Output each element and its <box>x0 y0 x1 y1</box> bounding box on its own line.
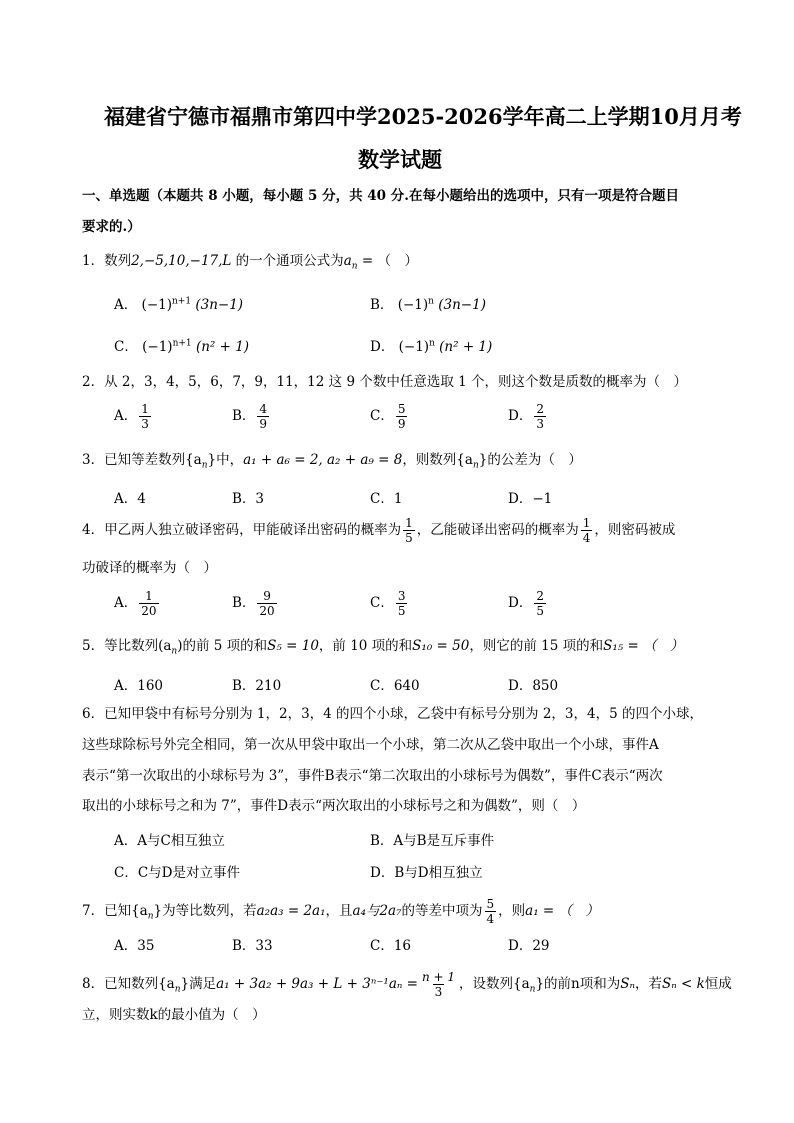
q3-option-d[interactable]: D．−1 <box>508 491 553 507</box>
q7-option-b[interactable]: B．33 <box>232 938 273 954</box>
q1-option-b[interactable]: B． $(-1)^n$ (3n−1) <box>370 296 486 313</box>
page-subtitle: 数学试题 <box>358 147 442 172</box>
q7-option-d[interactable]: D．29 <box>508 938 550 954</box>
question-number: 1． <box>82 253 105 269</box>
q3-option-a[interactable]: A．4 <box>114 491 146 507</box>
q3-option-b[interactable]: B．3 <box>232 491 265 507</box>
q4-option-c[interactable]: C． $\frac{3}{5}$ <box>370 589 406 618</box>
question-number: 5． <box>82 638 105 654</box>
q4-option-d[interactable]: D． $\frac{2}{5}$ <box>508 589 544 618</box>
question-number: 6． <box>82 706 105 722</box>
question-number: 8． <box>82 976 105 992</box>
question-number: 3． <box>82 452 105 468</box>
question-7: 7．已知$\{a_n\}$为等比数列，若a₂a₃ = 2a₁，且a₄与2a₇的等差中项为 $\frac{5}{4}$ ，则a₁ = （ ） <box>82 897 600 926</box>
section-heading-cont: 要求的.） <box>82 219 141 235</box>
question-3: 3．已知等差数列$\{a_n\}$中，a₁ + a₆ = 2, a₂ + a₉ = 8，则数列$\{a_n\}$的公差为（ ） <box>82 452 582 471</box>
q6-option-d[interactable]: D．B与D相互独立 <box>370 865 483 881</box>
question-4: 4．甲乙两人独立破译密码，甲能破译出密码的概率为 $\frac{1}{5}$ ，乙能破译出密码的概率为 $\frac{1}{4}$ ，则密码被成 <box>82 516 676 545</box>
q5-option-b[interactable]: B．210 <box>232 678 282 694</box>
q2-option-a[interactable]: A． $\frac{1}{3}$ <box>114 402 149 431</box>
q1-option-a[interactable]: A． $(-1)^{n+1}$ (3n−1) <box>114 296 244 313</box>
question-number: 4． <box>82 522 105 538</box>
question-6-line3: 表示“第一次取出的小球标号为 3”，事件B表示“第二次取出的小球标号为偶数”，事件C表示“两次 <box>82 768 663 784</box>
question-6: 6．已知甲袋中有标号分别为 1，2，3，4 的四个小球，乙袋中有标号分别为 2，3，4，5 的四个小球， <box>82 706 703 722</box>
question-8: 8．已知数列$\{a_n\}$满足a₁ + 3a₂ + 9a₃ + L + 3ⁿ⁻¹aₙ = $\frac{n + 1}{3}$ ，设数列$\{a_n\}$的前n项和为Sₙ，若Sₙ < k恒成 <box>82 970 732 999</box>
question-6-line2: 这些球除标号外完全相同，第一次从甲袋中取出一个小球，第二次从乙袋中取出一个小球，事件A <box>82 737 659 753</box>
question-number: 2． <box>82 374 105 390</box>
q3-option-c[interactable]: C．1 <box>370 491 403 507</box>
q2-option-b[interactable]: B． $\frac{4}{9}$ <box>232 402 268 431</box>
q6-option-a[interactable]: A．A与C相互独立 <box>114 833 225 849</box>
question-5: 5．等比数列$(a_n)$的前 5 项的和S₅ = 10，前 10 项的和S₁₀ = 50，则它的前 15 项的和S₁₅ = （ ） <box>82 638 684 657</box>
question-8-cont: 立，则实数k的最小值为（ ） <box>82 1007 266 1023</box>
q7-option-a[interactable]: A．35 <box>114 938 155 954</box>
question-6-line4: 取出的小球标号之和为 7”，事件D表示“两次取出的小球标号之和为偶数”，则（ ） <box>82 798 586 814</box>
q4-option-b[interactable]: B． $\frac{9}{20}$ <box>232 589 275 618</box>
q1-option-c[interactable]: C． $(-1)^{n+1}$ (n² + 1) <box>114 338 250 355</box>
q5-option-d[interactable]: D．850 <box>508 678 559 694</box>
q4-option-a[interactable]: A． $\frac{1}{20}$ <box>114 589 157 618</box>
page-title: 福建省宁德市福鼎市第四中学2025-2026学年高二上学期10月月考 <box>104 104 742 129</box>
question-4-cont: 功破译的概率为（ ） <box>82 560 217 576</box>
question-1: 1．数列2,−5,10,−17,L 的一个通项公式为$a_n$ = （ ） <box>82 253 418 272</box>
q6-option-c[interactable]: C．C与D是对立事件 <box>114 865 240 881</box>
q1-option-d[interactable]: D． $(-1)^n$ (n² + 1) <box>370 338 493 355</box>
question-number: 7． <box>82 903 105 919</box>
q7-option-c[interactable]: C．16 <box>370 938 412 954</box>
q2-option-d[interactable]: D． $\frac{2}{3}$ <box>508 402 544 431</box>
q5-option-a[interactable]: A．160 <box>114 678 164 694</box>
question-2: 2．从 2，3，4，5，6，7，9，11，12 这 9 个数中任意选取 1 个，则这个数是质数的概率为（ ） <box>82 374 687 390</box>
q2-option-c[interactable]: C． $\frac{5}{9}$ <box>370 402 406 431</box>
q5-option-c[interactable]: C．640 <box>370 678 420 694</box>
section-heading: 一、单选题（本题共 8 小题，每小题 5 分，共 40 分.在每小题给出的选项中，只有一项是符合题目 <box>82 188 679 204</box>
q6-option-b[interactable]: B．A与B是互斥事件 <box>370 833 495 849</box>
